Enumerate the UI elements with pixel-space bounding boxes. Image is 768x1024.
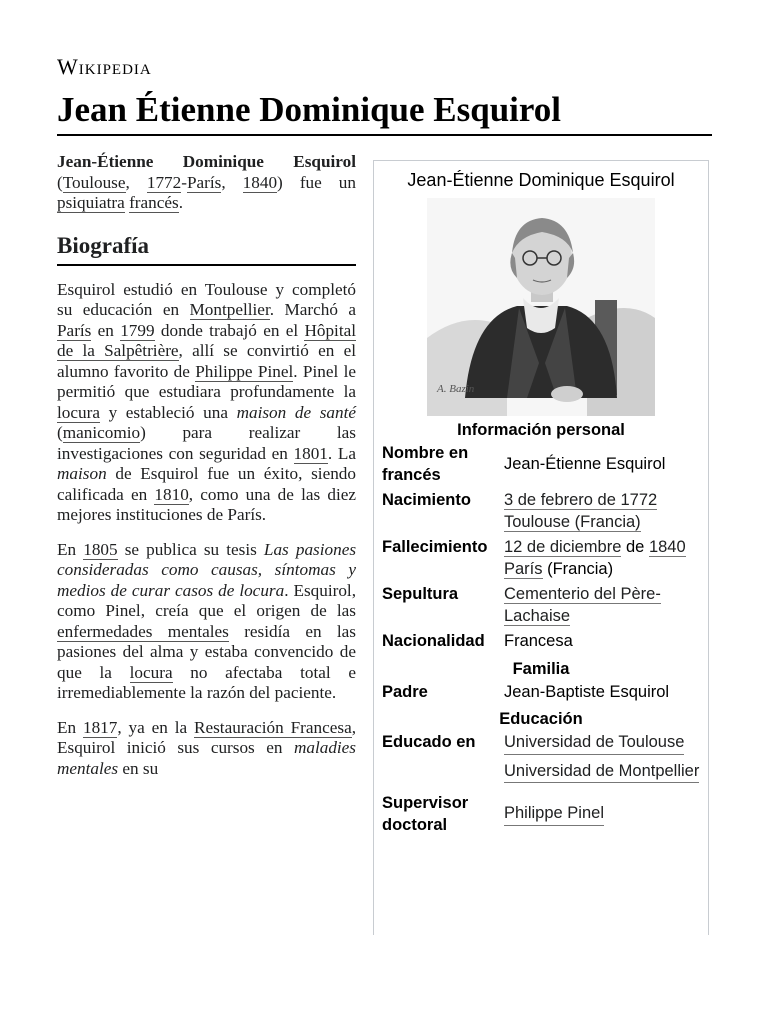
link-birth-place[interactable]: [504, 513, 641, 532]
text: , ya en la: [117, 717, 195, 737]
link-birth-date[interactable]: 3 de febrero de 1772: [504, 491, 658, 509]
text: , Esquirol inició sus cursos en: [57, 717, 356, 757]
infobox-value: Jean-Étienne Esquirol: [504, 454, 666, 473]
biografia-paragraph-1: [57, 280, 356, 526]
portrait-engraving-icon: [427, 198, 655, 416]
text: . La: [327, 443, 356, 463]
text: no afectaba total e irremediablemente la razón del paciente.: [57, 662, 356, 702]
text: . Esquirol, como Pinel, creía que el origen de las: [57, 580, 356, 620]
link-philippe-pinel-supervisor[interactable]: Philippe Pinel: [504, 803, 604, 826]
infobox-row-nombre: [374, 441, 708, 488]
link-locura[interactable]: locura: [57, 402, 100, 422]
infobox-header-educacion: Educación: [499, 710, 583, 728]
link-paris[interactable]: París: [186, 172, 222, 192]
link-philippe-pinel[interactable]: Philippe Pinel: [195, 361, 294, 381]
italic-text: maison: [57, 464, 107, 483]
italic-text: maladies mentales: [57, 738, 356, 778]
infobox-value: [504, 537, 708, 580]
infobox-label: Supervisor doctoral: [382, 794, 469, 834]
text: (: [57, 423, 63, 442]
text: en: [91, 320, 121, 340]
infobox-value: Jean-Baptiste Esquirol: [504, 682, 670, 701]
text: se publica su tesis: [117, 539, 264, 559]
infobox-value: Francesa: [504, 632, 573, 650]
text: ,: [221, 172, 243, 192]
infobox-label: Padre: [382, 682, 428, 701]
link-frances[interactable]: francés: [129, 193, 179, 212]
link-1840[interactable]: 1840: [242, 172, 278, 192]
wordmark-text: Wikipedia: [57, 54, 152, 79]
link-montpellier[interactable]: Montpellier: [189, 300, 270, 319]
text: residía en las pasiones del alma y estaba convencido de que la: [57, 621, 356, 682]
subject-name: Jean-Étienne Dominique Esquirol: [57, 152, 356, 171]
italic-text: maison de santé: [236, 402, 356, 422]
link-hopital-salpetriere[interactable]: Hôpital de la Salpêtrière: [57, 320, 356, 360]
infobox-row-supervisor: [374, 791, 708, 838]
link-death-year[interactable]: 1840: [648, 538, 686, 556]
portrait-signature: A. Bazin: [437, 383, 475, 395]
infobox-row-sepultura: [374, 582, 708, 629]
biografia-paragraph-2: [57, 540, 356, 704]
text: En: [57, 717, 83, 737]
link-psiquiatra[interactable]: psiquiatra: [57, 193, 125, 212]
text: .: [178, 193, 183, 212]
text: Toulouse: [504, 512, 571, 531]
text: . Pinel le permitió que estudiara profundamente la: [57, 361, 356, 401]
infobox: [373, 160, 709, 935]
link-1801[interactable]: 1801: [293, 443, 328, 463]
text: ) fue un: [277, 172, 356, 192]
link-1805[interactable]: 1805: [83, 539, 118, 559]
link-universidad-montpellier[interactable]: Universidad de Montpellier: [504, 761, 699, 784]
link-toulouse[interactable]: Toulouse: [62, 172, 126, 192]
text: donde trabajó en el: [154, 320, 305, 340]
link-pere-lachaise[interactable]: Cementerio del Père-Lachaise: [504, 585, 661, 625]
lead-paragraph: [57, 152, 356, 214]
infobox-row-nacimiento: [374, 488, 708, 535]
infobox-value: [504, 490, 708, 533]
link-1817[interactable]: 1817: [82, 717, 118, 737]
text: (: [57, 172, 63, 192]
text: , como una de las diez mejores instituciones de París.: [57, 484, 356, 524]
text: Esquirol estudió en Toulouse y completó su educación en: [57, 279, 356, 319]
infobox-value: [504, 584, 708, 627]
italic-text: Las pasiones consideradas como causas, síntomas y medios de curar casos de locura: [57, 539, 357, 600]
portrait-image[interactable]: [427, 198, 655, 416]
link-paris[interactable]: París: [57, 320, 92, 340]
infobox-label: Educado en: [382, 733, 476, 751]
link-death-date[interactable]: 12 de diciembre: [504, 538, 622, 556]
infobox-label: Nombre en francés: [382, 444, 469, 484]
link-enfermedades-mentales[interactable]: enfermedades mentales: [57, 621, 229, 641]
text: (Francia): [570, 512, 641, 531]
link-1799[interactable]: 1799: [120, 320, 155, 340]
text: ) para realizar las investigaciones con seguridad en: [57, 423, 356, 463]
link-manicomio[interactable]: manicomio: [62, 423, 141, 442]
section-heading-biografia: Biografía: [57, 232, 356, 266]
biografia-paragraph-3: [57, 718, 356, 780]
infobox-label: Nacionalidad: [382, 632, 485, 650]
text: y estableció una: [99, 402, 237, 422]
text: de Esquirol fue un éxito, siendo calificada en: [57, 464, 356, 504]
text: -: [181, 172, 187, 192]
infobox-row-fallecimiento: [374, 535, 708, 582]
text: . Marchó a: [269, 300, 356, 319]
text: , allí se convirtió en el alumno favorito de: [57, 341, 356, 381]
infobox-value: [504, 793, 708, 836]
infobox-title: Jean-Étienne Dominique Esquirol: [407, 170, 675, 190]
wikipedia-wordmark[interactable]: [57, 54, 152, 80]
text: (Francia): [542, 559, 614, 578]
link-1810[interactable]: 1810: [154, 484, 189, 504]
link-death-place[interactable]: París: [504, 559, 543, 578]
infobox-value: [504, 732, 708, 783]
link-1772[interactable]: 1772: [146, 172, 182, 192]
infobox-row-educado: [374, 730, 708, 785]
infobox-label: Nacimiento: [382, 491, 471, 509]
infobox-row-nacionalidad: [374, 629, 708, 655]
link-universidad-toulouse[interactable]: Universidad de Toulouse: [504, 732, 684, 755]
text: ,: [125, 172, 147, 192]
infobox-label: Fallecimiento: [382, 538, 488, 556]
infobox-header-personal: Información personal: [457, 421, 625, 439]
page-title: Jean Étienne Dominique Esquirol: [57, 88, 712, 136]
text: de: [621, 538, 649, 556]
link-restauracion-francesa[interactable]: Restauración Francesa: [194, 717, 352, 737]
text: En: [57, 539, 84, 559]
infobox-header-familia: Familia: [512, 659, 570, 678]
text: en su: [118, 758, 159, 778]
infobox-label: Sepultura: [382, 585, 459, 603]
infobox-row-padre: [374, 680, 708, 706]
article-body: [57, 152, 356, 793]
link-locura[interactable]: locura: [129, 662, 173, 682]
